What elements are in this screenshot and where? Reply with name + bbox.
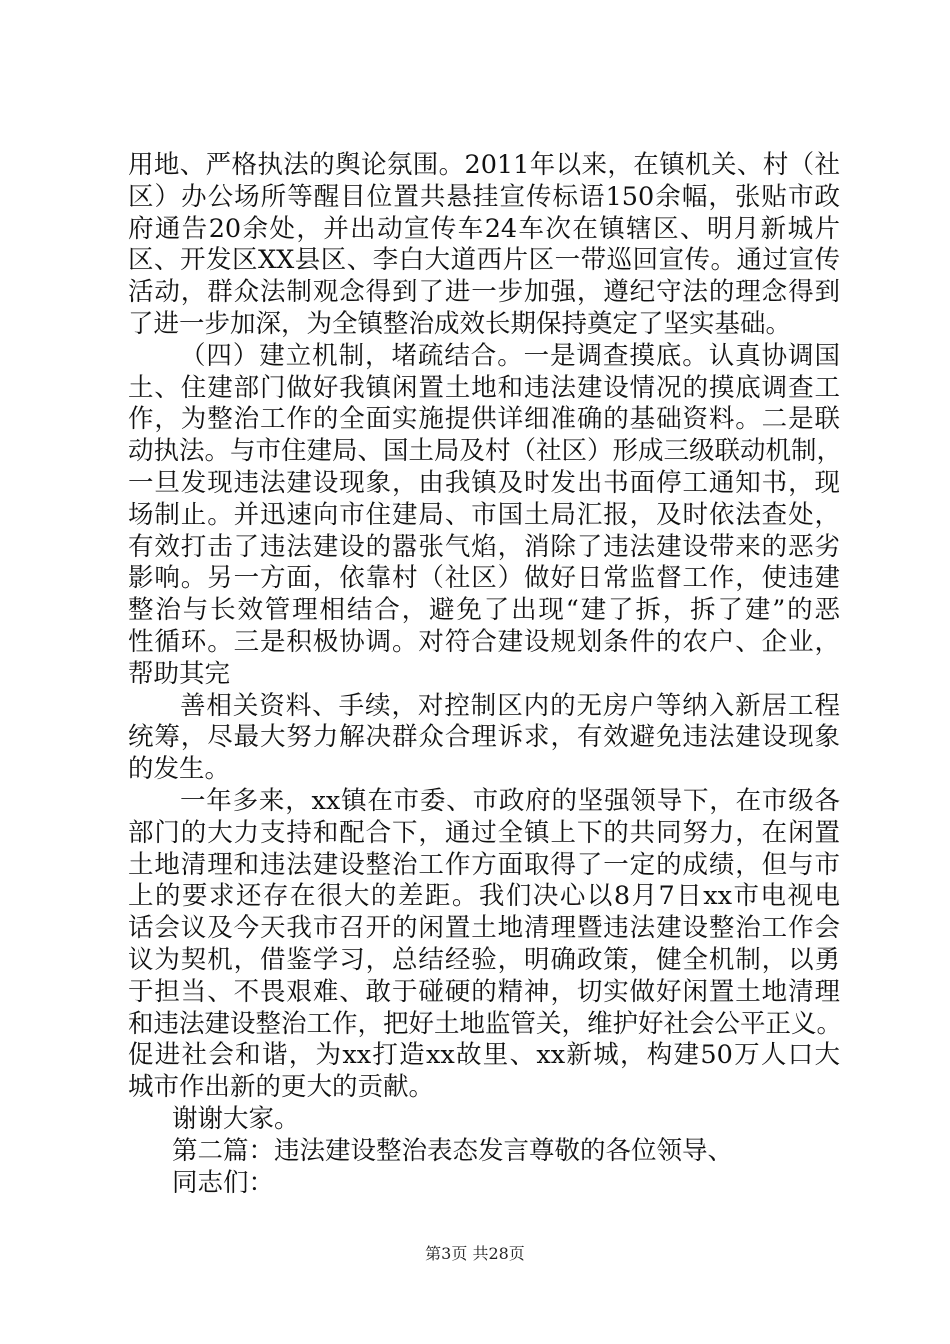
text-line: 整治与长效管理相结合，避免了出现“建了拆，拆了建”的恶 <box>128 595 840 626</box>
text-line: 一旦发现违法建设现象，由我镇及时发出书面停工通知书，现 <box>128 467 840 498</box>
text-line: 于担当、不畏艰难、敢于碰硬的精神，切实做好闲置土地清理 <box>128 976 840 1007</box>
text-line: 帮助其完 <box>128 658 231 689</box>
text-line: 城市作出新的更大的贡献。 <box>128 1072 435 1103</box>
text-line: 性循环。三是积极协调。对符合建设规划条件的农户、企业， <box>128 626 840 657</box>
text-line: 和违法建设整治工作，把好土地监管关，维护好社会公平正义。 <box>128 1008 843 1039</box>
text-line: 议为契机，借鉴学习，总结经验，明确政策，健全机制，以勇 <box>128 944 840 975</box>
text-line: 有效打击了违法建设的嚣张气焰，消除了违法建设带来的恶劣 <box>128 531 840 562</box>
text-line: 作，为整治工作的全面实施提供详细准确的基础资料。二是联 <box>128 404 840 435</box>
text-line: 府通告20余处，并出动宣传车24车次在镇辖区、明月新城片 <box>128 213 840 244</box>
text-line: 活动，群众法制观念得到了进一步加强，遵纪守法的理念得到 <box>128 277 840 308</box>
text-line: 土地清理和违法建设整治工作方面取得了一定的成绩，但与市 <box>128 849 840 880</box>
salutation-line: 同志们： <box>172 1167 275 1198</box>
text-line: 的发生。 <box>128 754 231 785</box>
text-line: 用地、严格执法的舆论氛围。2011年以来，在镇机关、村（社 <box>128 150 840 180</box>
paragraph-start-line: 一年多来，xx镇在市委、市政府的坚强领导下，在市级各 <box>180 785 840 816</box>
paragraph-start-line: （四）建立机制，堵疏结合。一是调查摸底。认真协调国 <box>180 340 840 371</box>
text-line: 促进社会和谐，为xx打造xx故里、xx新城，构建50万人口大 <box>128 1040 840 1071</box>
text-line: 动执法。与市住建局、国土局及村（社区）形成三级联动机制， <box>128 436 843 467</box>
text-line: 影响。另一方面，依靠村（社区）做好日常监督工作，使违建 <box>128 563 840 594</box>
page-number-footer: 第3页 共28页 <box>425 1244 525 1263</box>
closing-line: 谢谢大家。 <box>172 1103 300 1134</box>
text-line: 区、开发区XX县区、李白大道西片区一带巡回宣传。通过宣传 <box>128 245 840 276</box>
section-heading: 第二篇：违法建设整治表态发言尊敬的各位领导、 <box>172 1135 734 1166</box>
text-line: 场制止。并迅速向市住建局、市国土局汇报，及时依法查处， <box>128 499 840 530</box>
text-line: 话会议及今天我市召开的闲置土地清理暨违法建设整治工作会 <box>128 913 840 944</box>
text-line: 统筹，尽最大努力解决群众合理诉求，有效避免违法建设现象 <box>128 722 840 753</box>
text-line: 部门的大力支持和配合下，通过全镇上下的共同努力，在闲置 <box>128 817 840 848</box>
paragraph-start-line: 善相关资料、手续，对控制区内的无房户等纳入新居工程 <box>180 690 840 721</box>
text-line: 土、住建部门做好我镇闲置土地和违法建设情况的摸底调查工 <box>128 372 840 403</box>
document-body <box>128 150 843 1199</box>
text-line: 区）办公场所等醒目位置共悬挂宣传标语150余幅，张贴市政 <box>128 181 840 212</box>
text-line: 上的要求还存在很大的差距。我们决心以8月7日xx市电视电 <box>128 881 840 912</box>
text-line: 了进一步加深，为全镇整治成效长期保持奠定了坚实基础。 <box>128 308 792 339</box>
